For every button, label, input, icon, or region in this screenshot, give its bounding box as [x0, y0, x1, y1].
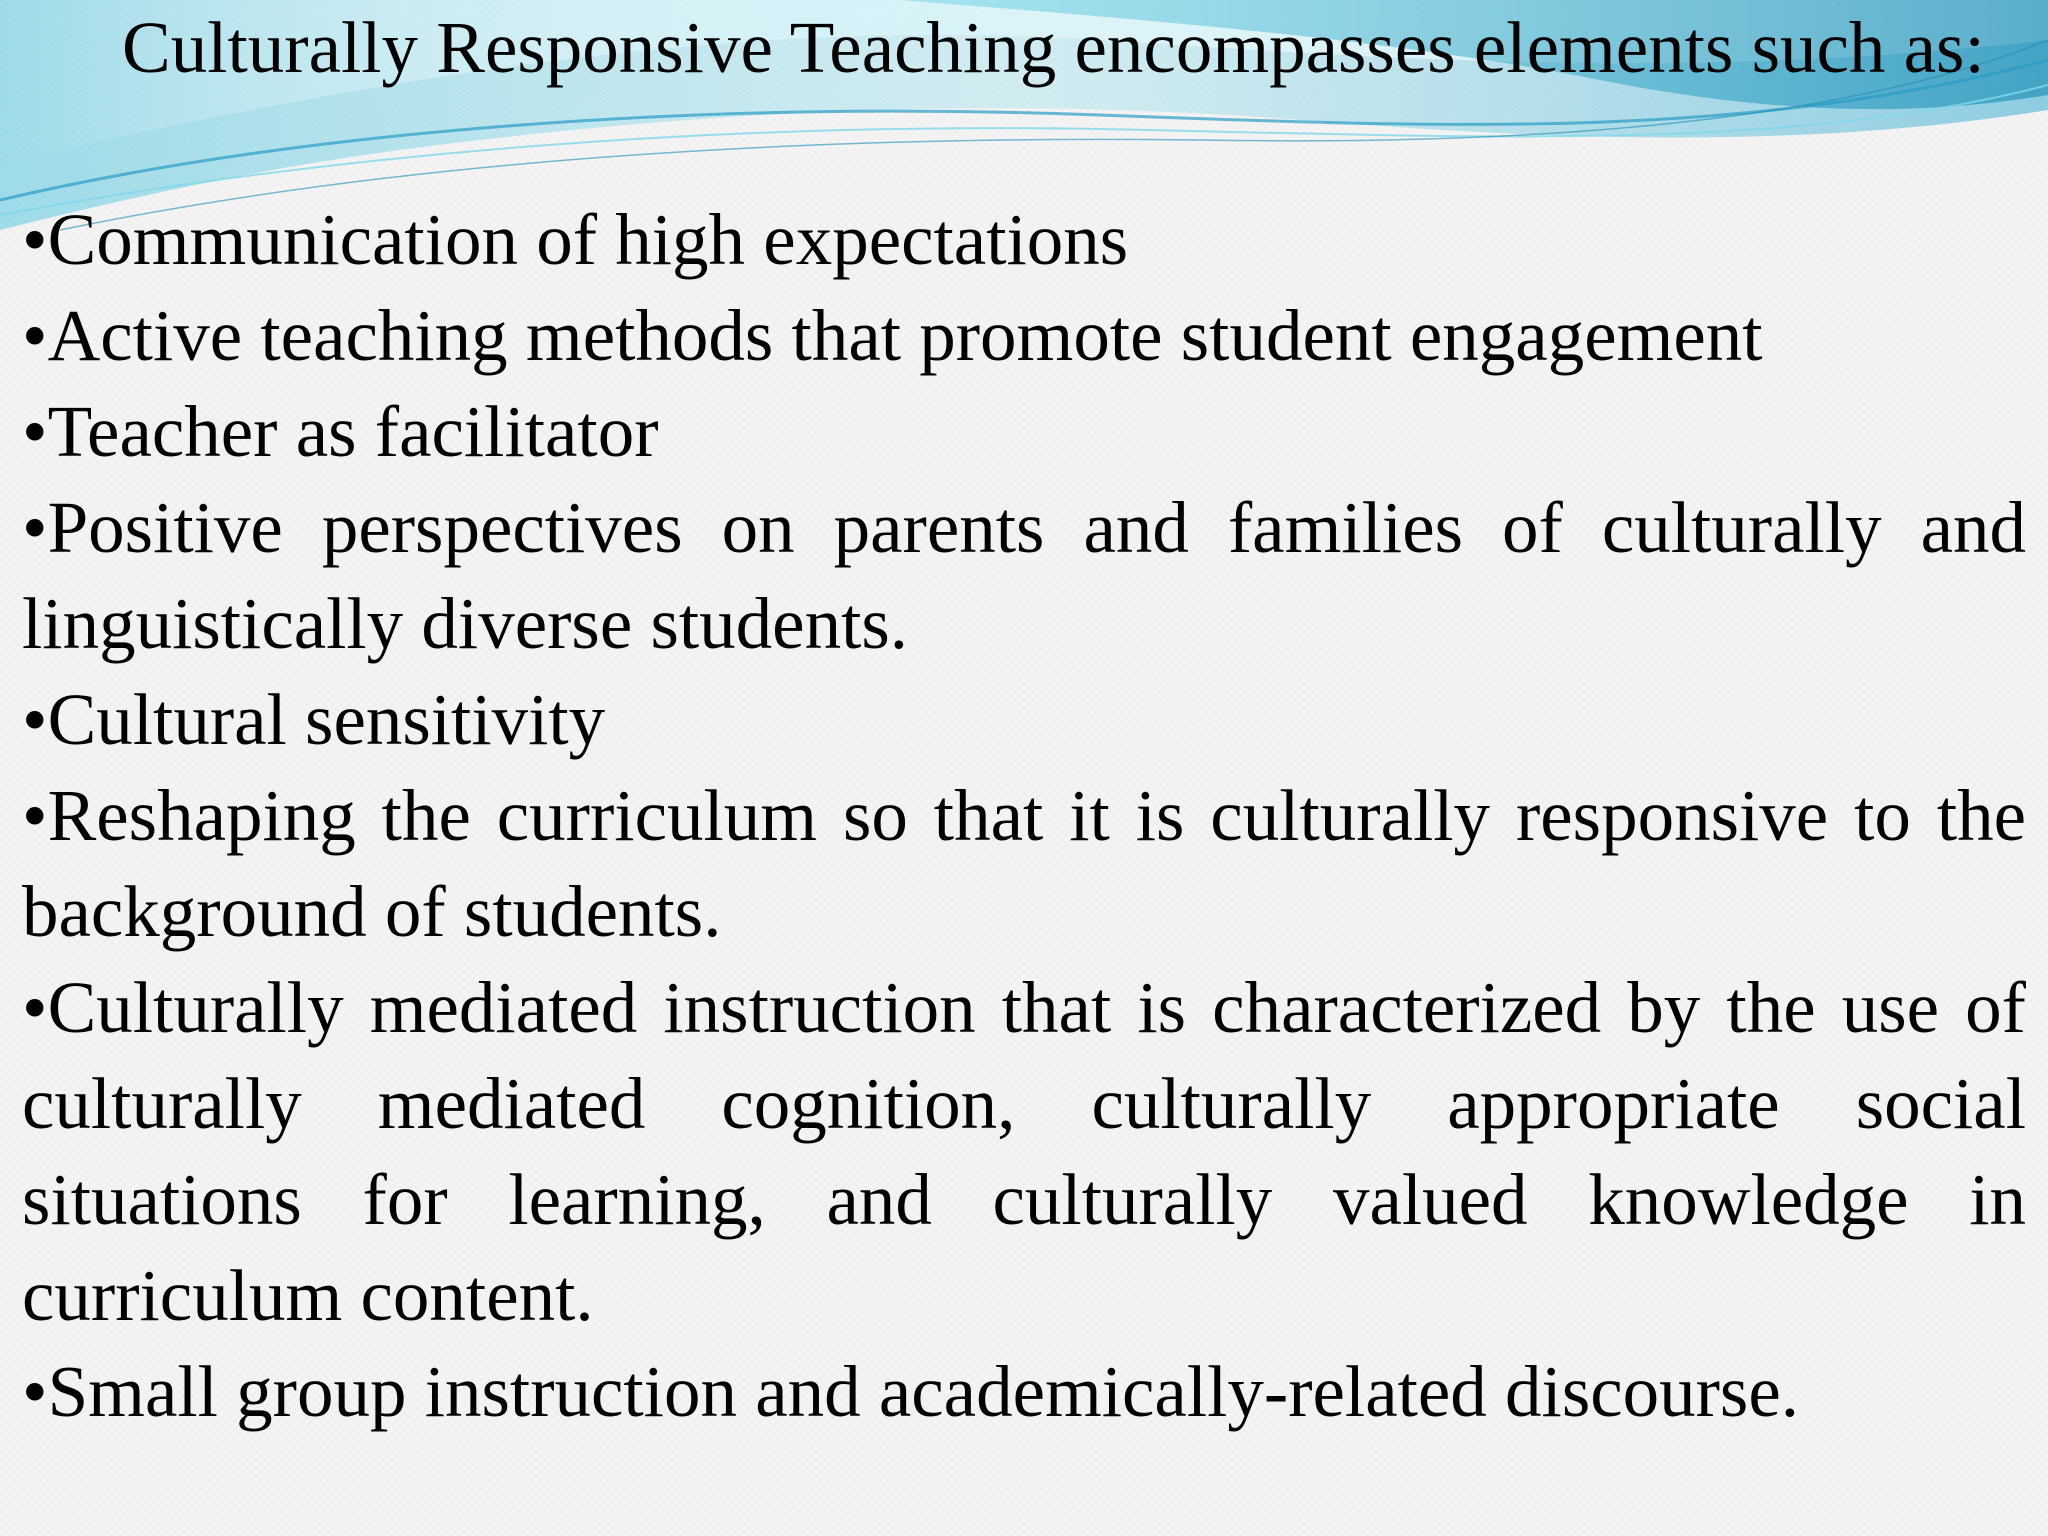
bullet-text: Communication of high expectations [47, 199, 1129, 280]
bullet-icon: • [22, 199, 48, 280]
bullet-item [22, 672, 2026, 768]
bullet-text: Culturally mediated instruction that is characterized by the use of culturally mediated cognition, culturally appropriate social situations for learning, and culturally valued knowledge in curriculum content. [22, 967, 2026, 1336]
bullet-icon: • [22, 775, 48, 856]
bullet-icon: • [22, 679, 48, 760]
bullet-item [22, 1344, 2026, 1440]
blank-line [22, 96, 2026, 192]
bullet-icon: • [22, 967, 48, 1048]
bullet-icon: • [22, 295, 48, 376]
bullet-item [22, 384, 2026, 480]
bullet-text: Cultural sensitivity [47, 679, 606, 760]
bullet-icon: • [22, 391, 48, 472]
bullet-item [22, 960, 2026, 1344]
bullet-text: Positive perspectives on parents and families of culturally and linguistically diverse students. [22, 487, 2026, 664]
bullet-item [22, 192, 2026, 288]
intro-paragraph: Culturally Responsive Teaching encompasses elements such as: [122, 7, 1985, 88]
bullet-item [22, 288, 2026, 384]
bullet-item [22, 768, 2026, 960]
bullet-item [22, 480, 2026, 672]
bullet-text: Active teaching methods that promote student engagement [47, 295, 1763, 376]
bullet-icon: • [22, 487, 48, 568]
slide-body [22, 0, 2026, 1440]
bullet-text: Reshaping the curriculum so that it is culturally responsive to the background of students. [22, 775, 2026, 952]
bullet-text: Small group instruction and academically-related discourse. [47, 1351, 1799, 1432]
bullet-text: Teacher as facilitator [47, 391, 659, 472]
bullet-icon: • [22, 1351, 48, 1432]
